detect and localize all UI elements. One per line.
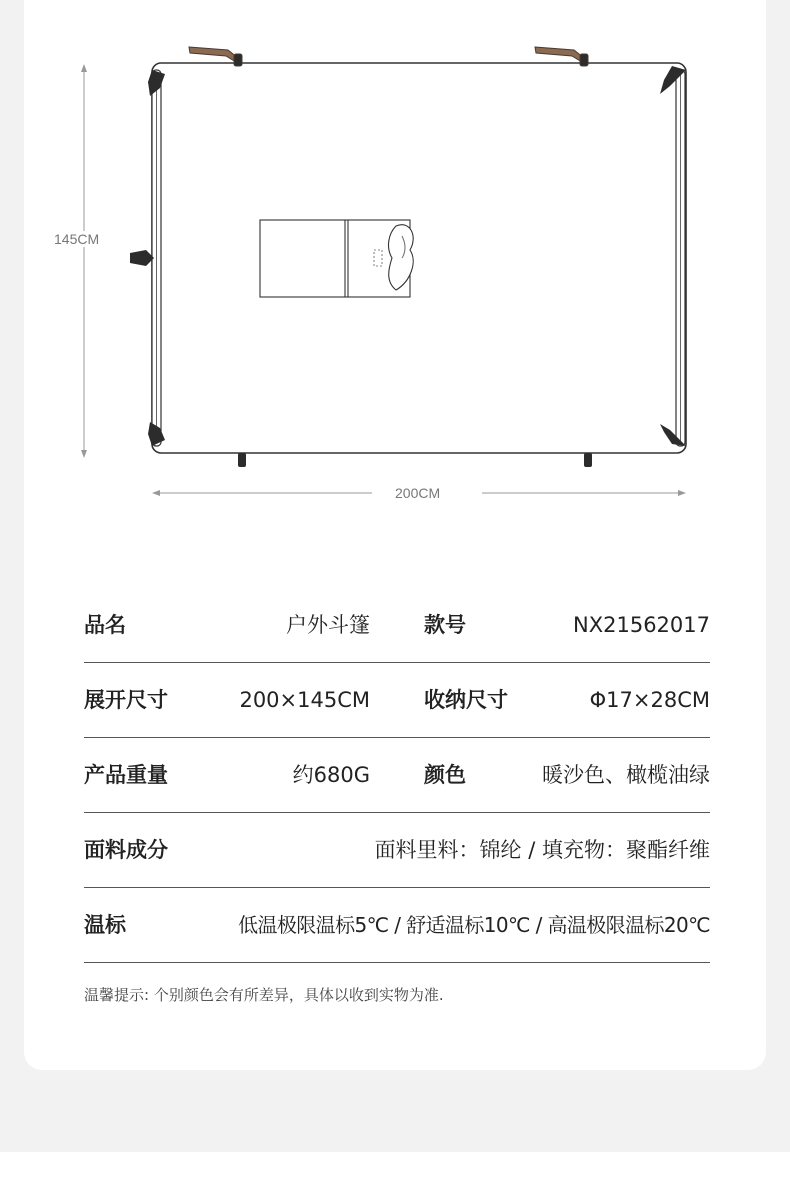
width-dimension-label: 200CM	[395, 485, 441, 501]
height-dimension-line	[81, 64, 87, 458]
spec-row-size	[84, 663, 710, 738]
model-value: NX21562017	[573, 613, 710, 637]
height-dimension-label: 145CM	[54, 231, 100, 247]
blanket-drawing	[0, 0, 790, 520]
name-value: 户外斗篷	[286, 613, 370, 637]
model-label: 款号	[424, 613, 466, 637]
pack-size-value: Φ17×28CM	[589, 688, 710, 712]
center-label-patch	[260, 220, 413, 297]
disclaimer-note: 温馨提示: 个别颜色会有所差异，具体以收到实物为准.	[84, 986, 444, 1004]
color-label: 颜色	[424, 763, 466, 787]
temperature-label: 温标	[84, 913, 126, 937]
spec-row-temperature	[84, 888, 710, 963]
blanket-outline	[152, 63, 686, 453]
spec-row-name	[84, 588, 710, 663]
name-label: 品名	[84, 613, 126, 637]
spec-row-fabric	[84, 813, 710, 888]
product-dimension-diagram	[0, 0, 790, 520]
fabric-value: 面料里料：锦纶 / 填充物：聚酯纤维	[374, 838, 710, 862]
open-size-label: 展开尺寸	[84, 688, 168, 712]
color-value: 暖沙色、橄榄油绿	[542, 763, 710, 787]
spec-row-weight	[84, 738, 710, 813]
temperature-value: 低温极限温标5℃ / 舒适温标10℃ / 高温极限温标20℃	[238, 913, 710, 937]
weight-label: 产品重量	[84, 763, 168, 787]
open-size-value: 200×145CM	[239, 688, 370, 712]
page-footer-band	[0, 1152, 790, 1182]
spec-table	[84, 588, 710, 963]
weight-value: 约680G	[292, 763, 370, 787]
fabric-label: 面料成分	[84, 838, 168, 862]
pack-size-label: 收纳尺寸	[424, 688, 508, 712]
